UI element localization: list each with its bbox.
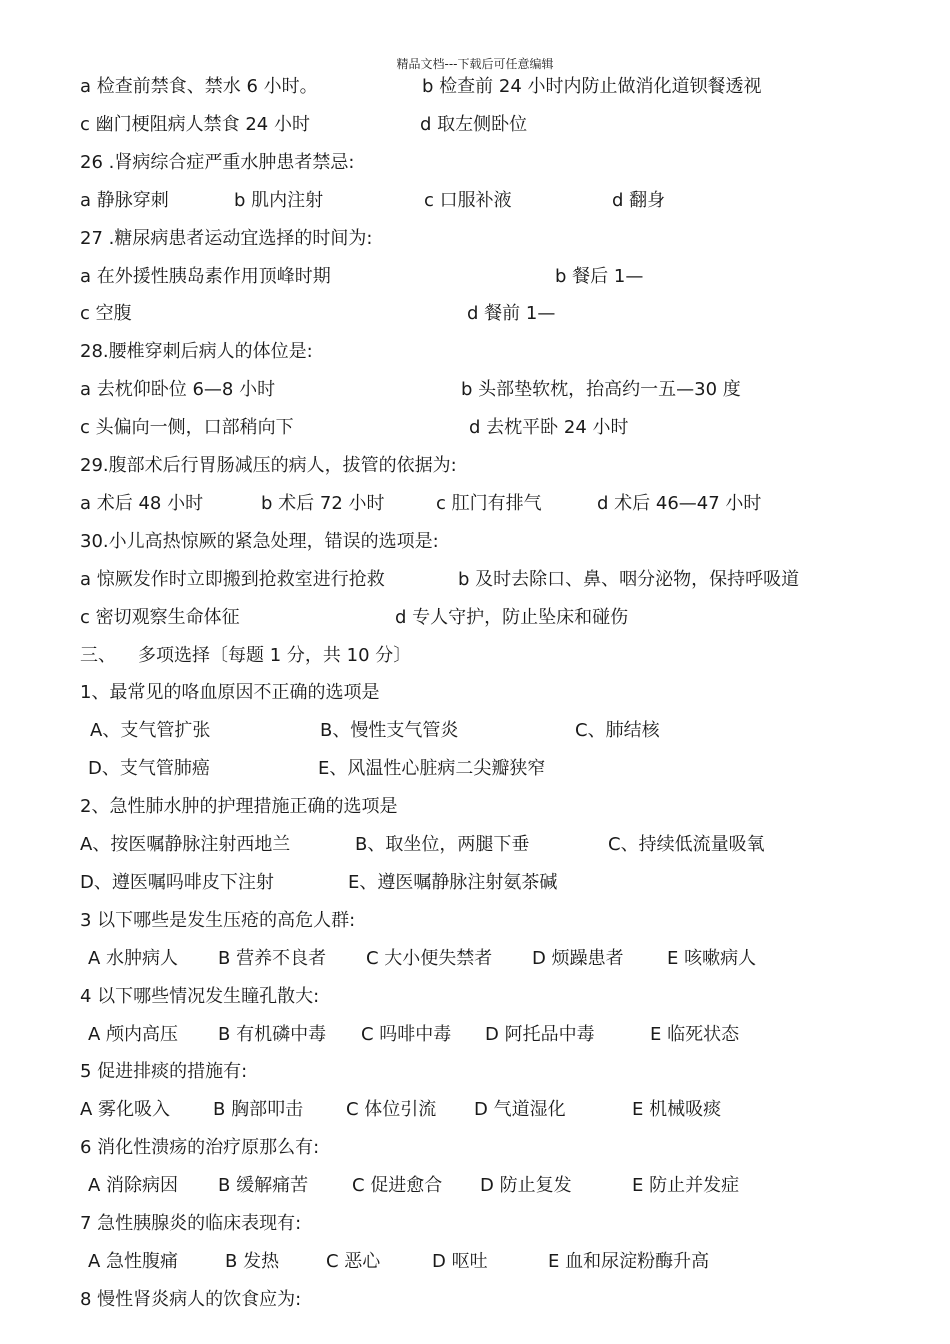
line-text: a 检查前禁食、禁水 6 小时。: [80, 76, 318, 97]
text-line: [0, 110, 950, 140]
line-text: a 去枕仰卧位 6—8 小时: [80, 379, 276, 401]
line-text: c 头偏向一侧，口部稍向下: [80, 417, 294, 439]
line-text: a 惊厥发作时立即搬到抢救室进行抢救: [80, 568, 385, 590]
option-text: E 咳嗽病人: [667, 947, 757, 969]
option-text: B 胸部叩击: [213, 1099, 304, 1121]
line-text: 6 消化性溃疡的治疗原那么有:: [80, 1137, 320, 1159]
option-text: d 术后 46—47 小时: [597, 492, 762, 514]
text-line: [0, 982, 950, 1012]
option-text: b 术后 72 小时: [261, 492, 385, 514]
option-text: B、慢性支气管炎: [320, 720, 459, 742]
option-text: B 缓解痛苦: [218, 1175, 309, 1197]
option-text: b 餐后 1—: [555, 265, 644, 287]
option-text: b 头部垫软枕，抬高约一五—30 度: [461, 379, 741, 401]
option-text: c 口服补液: [424, 189, 512, 211]
option-text: b 检查前 24 小时内防止做消化道钡餐透视: [422, 76, 762, 97]
option-text: E、遵医嘱静脉注射氨茶碱: [348, 871, 558, 893]
option-text: E 血和尿淀粉酶升高: [548, 1250, 710, 1272]
option-text: d 取左侧卧位: [420, 113, 528, 135]
text-line: [0, 678, 950, 708]
text-line: [0, 337, 950, 367]
text-line: [0, 1209, 950, 1239]
option-text: D 防止复发: [480, 1175, 572, 1197]
option-text: C 大小便失禁者: [366, 947, 493, 969]
line-text: 29.腹部术后行胃肠减压的病人，拔管的依据为:: [80, 455, 457, 476]
option-text: b 及时去除口、鼻、咽分泌物，保持呼吸道: [458, 568, 800, 590]
option-text: D 呕吐: [432, 1250, 488, 1272]
option-text: B 发热: [225, 1250, 280, 1272]
text-line: [0, 906, 950, 936]
line-text: D、支气管肺癌: [88, 758, 210, 780]
option-text: D 气道湿化: [474, 1099, 566, 1121]
line-text: 3 以下哪些是发生压疮的高危人群:: [80, 909, 356, 931]
line-text: 28.腰椎穿刺后病人的体位是:: [80, 341, 313, 363]
option-text: B 营养不良者: [218, 947, 327, 969]
text-line: [0, 375, 950, 405]
line-text: A 水肿病人: [88, 947, 179, 969]
option-text: C、肺结核: [575, 720, 660, 742]
line-text: a 静脉穿刺: [80, 189, 169, 211]
line-text: c 空腹: [80, 303, 132, 325]
text-line: [0, 262, 950, 292]
text-line: [0, 527, 950, 557]
text-line: [0, 489, 950, 519]
option-text: d 去枕平卧 24 小时: [469, 417, 629, 439]
text-line: [0, 1247, 950, 1277]
option-text: b 肌内注射: [234, 189, 324, 211]
line-text: 26 .肾病综合症严重水肿患者禁忌:: [80, 151, 355, 173]
option-text: d 翻身: [612, 189, 666, 211]
option-text: E 防止并发症: [632, 1175, 740, 1197]
page-header: 精品文档---下载后可任意编辑: [396, 57, 554, 71]
option-text: C 促进愈合: [352, 1175, 443, 1197]
line-text: a 术后 48 小时: [80, 492, 204, 514]
line-text: 5 促进排痰的措施有:: [80, 1061, 248, 1083]
text-line: [0, 1285, 950, 1315]
line-text: A 雾化吸入: [80, 1099, 171, 1121]
text-line: [0, 1020, 950, 1050]
text-line: [0, 565, 950, 595]
text-line: [0, 1133, 950, 1163]
text-line: [0, 186, 950, 216]
line-text: 1、最常见的咯血原因不正确的选项是: [80, 682, 380, 704]
text-line: [0, 1171, 950, 1201]
text-line: [0, 1095, 950, 1125]
option-text: C 吗啡中毒: [361, 1023, 452, 1045]
option-text: B、取坐位，两腿下垂: [355, 834, 530, 855]
line-text: A 颅内高压: [88, 1023, 179, 1045]
line-text: c 幽门梗阻病人禁食 24 小时: [80, 113, 310, 135]
text-line: [0, 792, 950, 822]
text-line: [0, 1057, 950, 1087]
text-line: [0, 148, 950, 178]
option-text: B 有机磷中毒: [218, 1023, 327, 1045]
option-text: D 阿托品中毒: [485, 1023, 595, 1045]
text-line: [0, 603, 950, 633]
line-text: D、遵医嘱吗啡皮下注射: [80, 871, 274, 893]
line-text: 2、急性肺水肿的护理措施正确的选项是: [80, 796, 398, 818]
line-text: 8 慢性肾炎病人的饮食应为:: [80, 1288, 302, 1310]
option-text: C 体位引流: [346, 1099, 437, 1121]
line-text: A、支气管扩张: [90, 720, 211, 742]
line-text: a 在外援性胰岛素作用顶峰时期: [80, 265, 331, 287]
text-line: [0, 716, 950, 746]
text-line: [0, 72, 950, 102]
option-text: 多项选择〔每题 1 分，共 10 分〕: [138, 644, 412, 666]
line-text: 4 以下哪些情况发生瞳孔散大:: [80, 985, 320, 1007]
text-line: [0, 299, 950, 329]
text-line: [0, 413, 950, 443]
text-line: [0, 451, 950, 481]
text-line: [0, 754, 950, 784]
text-line: [0, 868, 950, 898]
option-text: d 餐前 1—: [467, 303, 556, 325]
option-text: c 肛门有排气: [436, 492, 542, 514]
option-text: D 烦躁患者: [532, 947, 624, 969]
option-text: C、持续低流量吸氧: [608, 834, 765, 855]
text-line: [0, 641, 950, 671]
line-text: A 急性腹痛: [88, 1250, 179, 1272]
line-text: 三、: [80, 644, 116, 666]
text-line: [0, 224, 950, 254]
option-text: d 专人守护，防止坠床和碰伤: [395, 606, 629, 628]
line-text: A 消除病因: [88, 1175, 179, 1197]
line-text: c 密切观察生命体征: [80, 606, 240, 628]
option-text: E 机械吸痰: [632, 1099, 722, 1121]
line-text: 30.小儿高热惊厥的紧急处理，错误的选项是:: [80, 530, 439, 552]
text-line: [0, 830, 950, 860]
option-text: C 恶心: [326, 1250, 381, 1272]
option-text: E 临死状态: [650, 1023, 740, 1045]
line-text: 27 .糖尿病患者运动宜选择的时间为:: [80, 227, 373, 249]
text-line: [0, 944, 950, 974]
line-text: A、按医嘱静脉注射西地兰: [80, 834, 291, 855]
option-text: E、风温性心脏病二尖瓣狭窄: [318, 758, 546, 780]
line-text: 7 急性胰腺炎的临床表现有:: [80, 1213, 302, 1234]
